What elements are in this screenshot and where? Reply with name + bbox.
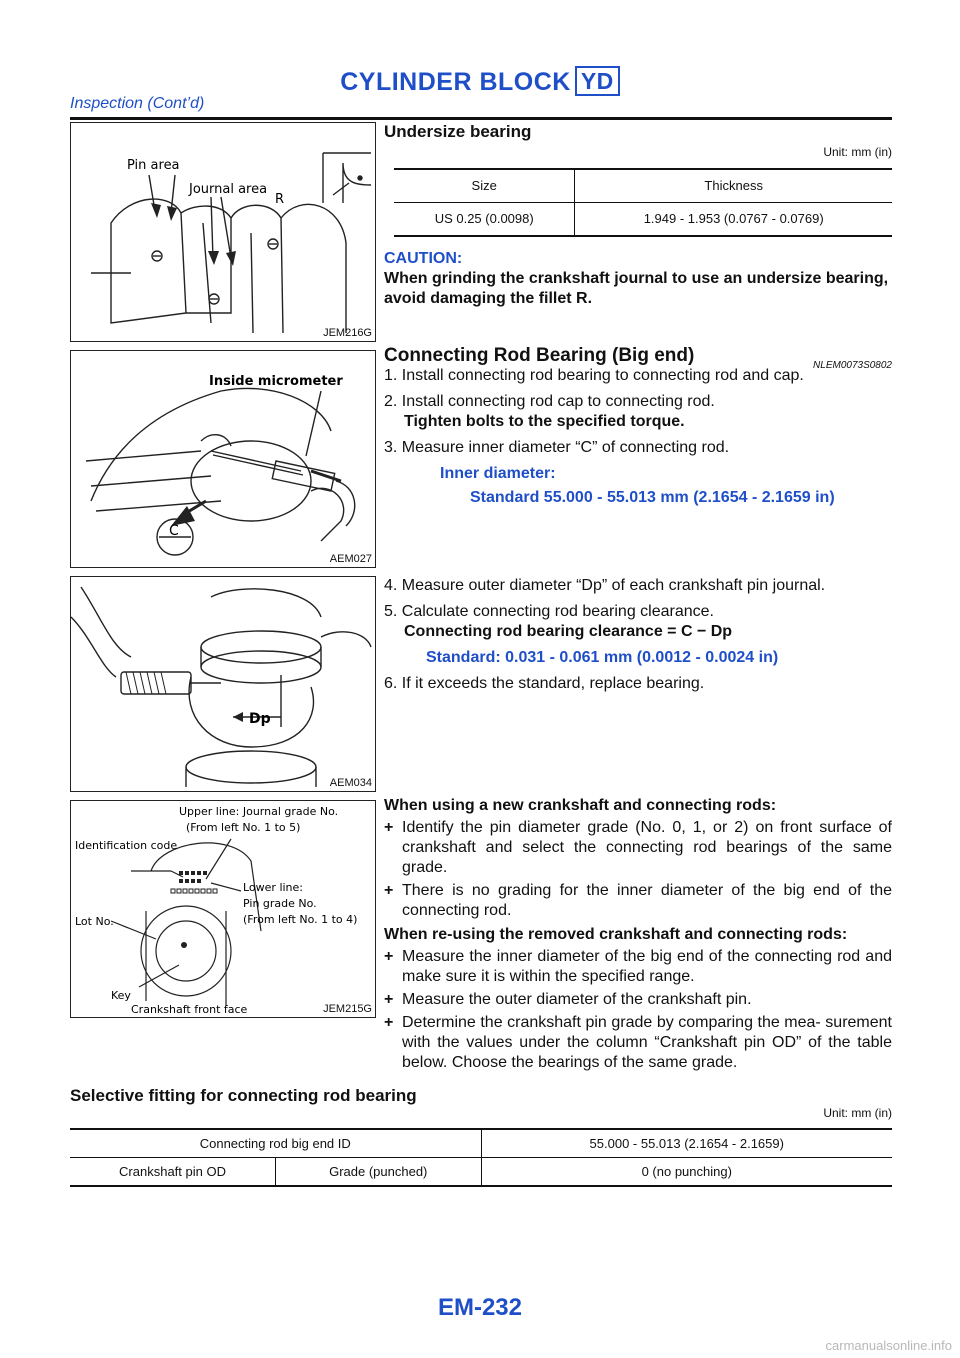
list-item: + Determine the crankshaft pin grade by comparing the mea- surement with the values under the column “Crankshaft pin OD” of the table below. Choose the bearings of the same grade.: [384, 1014, 892, 1071]
inner-diameter-standard: Standard 55.000 - 55.013 mm (2.1654 - 2.1659 in): [470, 489, 835, 506]
pin-grade-label: Pin grade No.: [243, 897, 317, 910]
page-number: EM-232: [437, 1294, 523, 1321]
figure-code: JEM215G: [323, 1003, 372, 1015]
clearance-section: [384, 576, 892, 700]
crankshaft-front-face-label: Crankshaft front face: [131, 1003, 248, 1016]
step-2-bold: Tighten bolts to the specified torque.: [404, 413, 685, 430]
table-header-cell: Size: [471, 178, 497, 193]
engine-badge: YD: [575, 66, 620, 96]
step-1: 1. Install connecting rod bearing to connecting rod and cap.: [384, 367, 804, 384]
table-row: [394, 203, 892, 237]
pin-journal-illustration: [71, 577, 375, 791]
list-item: + Measure the inner diameter of the big end of the connecting rod and make sure it is within the specified range.: [384, 948, 892, 985]
section-title-text: CYLINDER BLOCK: [340, 68, 571, 96]
table-cell: Grade (punched): [276, 1158, 482, 1187]
table-cell: US 0.25 (0.0098): [394, 203, 575, 237]
undersize-section: [384, 122, 892, 309]
table-cell: 0 (no punching): [481, 1158, 892, 1187]
table-cell: Connecting rod big end ID: [199, 1136, 351, 1151]
figure-grade-marks: [70, 800, 376, 1018]
reuse-parts-title: When re-using the removed crankshaft and connecting rods:: [384, 926, 848, 943]
undersize-unit: Unit: mm (in): [823, 145, 892, 159]
diameter-dp-label: Dp: [249, 711, 271, 727]
journal-area-label: Journal area: [189, 182, 268, 197]
table-cell: Crankshaft pin OD: [70, 1158, 276, 1187]
table-header-cell: Thickness: [575, 169, 892, 203]
inner-diameter-label: Inner diameter:: [440, 465, 556, 482]
conrod-section: [384, 346, 892, 508]
figure-code: AEM027: [329, 553, 372, 565]
diameter-c-label: C: [169, 523, 179, 539]
step-2-text: 2. Install connecting rod cap to connecting rod.: [384, 393, 715, 410]
identification-code-label: Identification code: [75, 839, 178, 852]
step-5-bold: Connecting rod bearing clearance = C − Dp: [404, 623, 733, 640]
inside-micrometer-label: Inside micrometer: [209, 374, 343, 389]
table-row: [70, 1129, 892, 1158]
step-6: 6. If it exceeds the standard, replace bearing.: [384, 675, 705, 692]
selective-fitting-section: [70, 1086, 892, 1187]
step-2: [384, 392, 892, 432]
section-title: [0, 66, 960, 97]
lot-number-label: Lot No.: [75, 915, 114, 928]
selective-fitting-table: [70, 1128, 892, 1187]
step-5: [384, 602, 892, 642]
section-subtitle: Inspection (Cont’d): [70, 95, 205, 112]
new-parts-title: When using a new crankshaft and connecting rods:: [384, 797, 777, 814]
caution-label: CAUTION:: [384, 250, 463, 267]
undersize-title: Undersize bearing: [384, 122, 532, 141]
selective-fitting-unit: Unit: mm (in): [823, 1106, 892, 1120]
pin-grade-range-label: (From left No. 1 to 4): [243, 913, 358, 926]
table-cell: 1.949 - 1.953 (0.0767 - 0.0769): [575, 203, 892, 237]
step-3: 3. Measure inner diameter “C” of connecting rod.: [384, 439, 730, 456]
table-cell: 55.000 - 55.013 (2.1654 - 2.1659): [481, 1129, 892, 1158]
list-item: + Identify the pin diameter grade (No. 0, 1, or 2) on front surface of crankshaft and select the connecting rod bearings of the same grade.: [384, 819, 892, 876]
figure-inside-micrometer: [70, 350, 376, 568]
undersize-table: [394, 168, 892, 237]
inside-micrometer-illustration: [71, 351, 375, 567]
clearance-standard: Standard: 0.031 - 0.061 mm (0.0012 - 0.0024 in): [426, 649, 779, 666]
step-5-text: 5. Calculate connecting rod bearing clearance.: [384, 603, 714, 620]
key-label: Key: [111, 989, 131, 1002]
upper-line-label: Upper line: Journal grade No.: [179, 805, 339, 818]
fillet-r-label: R: [275, 192, 285, 207]
header-rule: [70, 117, 892, 120]
pin-area-label: Pin area: [127, 158, 180, 173]
table-row: [70, 1158, 892, 1187]
figure-code: JEM216G: [323, 327, 372, 339]
figure-code: AEM034: [329, 777, 372, 789]
selective-fitting-title: Selective fitting for connecting rod bearing: [70, 1086, 417, 1105]
watermark: carmanualsonline.info: [825, 1338, 952, 1353]
list-item: + There is no grading for the inner diameter of the big end of the connecting rod.: [384, 882, 892, 919]
caution-text: When grinding the crankshaft journal to use an undersize bearing, avoid damaging the fillet R.: [384, 270, 889, 307]
step-4: 4. Measure outer diameter “Dp” of each crankshaft pin journal.: [384, 577, 826, 594]
table-header-row: [394, 169, 892, 203]
crankshaft-fillet-illustration: [71, 123, 375, 341]
conrod-title: Connecting Rod Bearing (Big end): [384, 345, 695, 366]
conrod-section-code: NLEM0073S0802: [813, 360, 892, 371]
upper-line-range-label: (From left No. 1 to 5): [186, 821, 301, 834]
figure-outer-micrometer: [70, 576, 376, 792]
figure-fillet-areas: [70, 122, 376, 342]
grade-marking-illustration: [71, 801, 375, 1017]
grade-selection-section: [384, 796, 892, 1076]
list-item: + Measure the outer diameter of the crankshaft pin.: [384, 991, 752, 1008]
lower-line-label: Lower line:: [243, 881, 304, 894]
